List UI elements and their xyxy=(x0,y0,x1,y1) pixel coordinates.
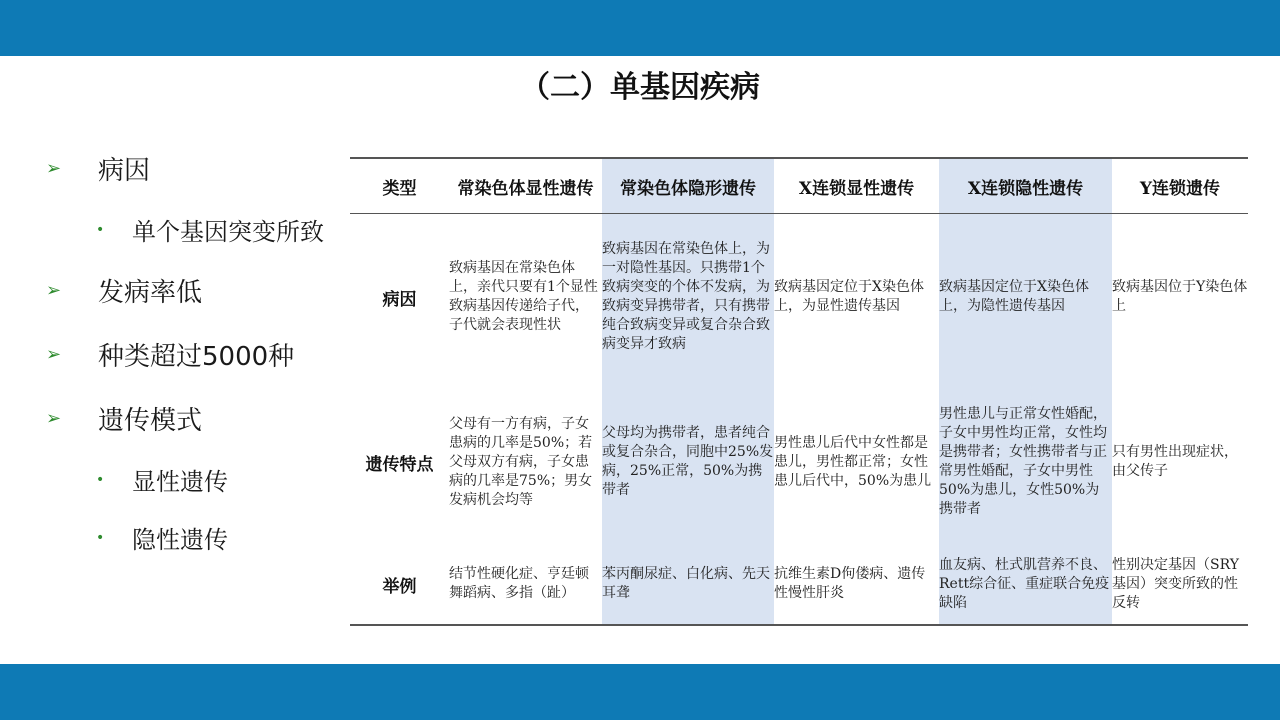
table-header-cell: X连锁隐性遗传 xyxy=(967,178,1084,199)
table-cell: 结节性硬化症、亨廷顿舞蹈病、多指（趾） xyxy=(449,566,589,601)
table-cell: 只有男性出现症状，由父传子 xyxy=(1112,444,1238,479)
table-cell: 致病基因定位于X染色体上，为隐性遗传基因 xyxy=(939,279,1089,314)
table-header-cell: Y连锁遗传 xyxy=(1139,178,1221,199)
outline-item xyxy=(46,150,150,187)
outline-subitem xyxy=(96,520,228,555)
table-cell: 血友病、杜式肌营养不良、Rett综合征、重症联合免疫缺陷 xyxy=(939,556,1110,611)
outline-subitem xyxy=(96,212,324,247)
table-cell: 男性患儿与正常女性婚配，子女中男性均正常，女性均是携带者；女性携带者与正常男性婚配，子女中男性50%为患儿，女性50%为携带者 xyxy=(939,406,1107,517)
table-header-cell: 常染色体显性遗传 xyxy=(457,178,594,199)
arrow-bullet-icon: ➢ xyxy=(46,408,62,429)
outline-item xyxy=(46,400,202,437)
inheritance-table xyxy=(350,157,1248,627)
bottom-banner xyxy=(0,664,1280,720)
table-header-cell: X连锁显性遗传 xyxy=(798,178,915,199)
table-cell: 致病基因在常染色体上，亲代只要有1个显性致病基因传递给子代，子代就会表现性状 xyxy=(449,260,598,333)
outline-item xyxy=(46,336,294,373)
slide-title: （二）单基因疾病 xyxy=(520,70,760,105)
table-cell: 抗维生素D佝偻病、遗传性慢性肝炎 xyxy=(774,566,926,601)
table-cell: 致病基因在常染色体上，为一对隐性基因。只携带1个致病突变的个体不发病，为致病变异携带者，只有携带纯合致病变异或复合杂合致病变异才致病 xyxy=(602,241,770,352)
row-label: 遗传特点 xyxy=(365,454,434,475)
table-bottom-rule xyxy=(350,624,1248,626)
table-cell: 致病基因定位于X染色体上，为显性遗传基因 xyxy=(774,279,924,314)
outline-text: 单个基因突变所致 xyxy=(132,218,324,246)
row-label: 举例 xyxy=(382,576,417,597)
top-banner xyxy=(0,0,1280,56)
table-header-cell: 常染色体隐形遗传 xyxy=(620,178,756,199)
dot-bullet-icon: • xyxy=(96,529,105,546)
outline-text: 病因 xyxy=(98,156,151,186)
table-cell: 父母有一方有病，子女患病的几率是50%；若父母双方有病，子女患病的几率是75%；男女发病机会均等 xyxy=(449,415,593,508)
dot-bullet-icon: • xyxy=(96,471,105,488)
outline-text: 种类超过5000种 xyxy=(98,342,295,372)
row-label: 病因 xyxy=(382,289,417,310)
outline-text: 隐性遗传 xyxy=(132,526,228,554)
table-cell: 苯丙酮尿症、白化病、先天耳聋 xyxy=(602,566,770,601)
table-cell: 男性患儿后代中女性都是患儿，男性都正常；女性患儿后代中，50%为患儿 xyxy=(774,434,932,489)
table-cell: 性别决定基因（SRY基因）突变所致的性反转 xyxy=(1112,556,1239,611)
table-header-cell: 类型 xyxy=(382,178,417,199)
arrow-bullet-icon: ➢ xyxy=(46,280,62,301)
arrow-bullet-icon: ➢ xyxy=(46,344,62,365)
arrow-bullet-icon: ➢ xyxy=(46,158,62,179)
outline-text: 显性遗传 xyxy=(132,468,228,496)
outline-item xyxy=(46,272,202,309)
table-cell: 致病基因位于Y染色体上 xyxy=(1112,279,1248,314)
outline-text: 发病率低 xyxy=(98,278,203,308)
outline-subitem xyxy=(96,462,228,497)
outline-text: 遗传模式 xyxy=(98,406,203,436)
table-cell: 父母均为携带者，患者纯合或复合杂合，同胞中25%发病，25%正常，50%为携带者 xyxy=(602,425,774,498)
dot-bullet-icon: • xyxy=(96,221,105,238)
